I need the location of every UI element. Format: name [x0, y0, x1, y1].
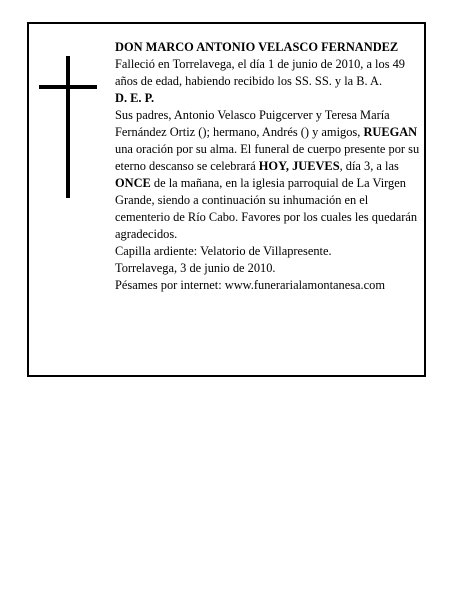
funeral-day: HOY, JUEVES: [258, 159, 340, 173]
rip-line: D. E. P.: [115, 91, 155, 105]
cross-vertical-bar: [66, 56, 70, 198]
prayer-text: una oración por su alma. El funeral de cuerpo presente por su eterno descanso se celebrará: [115, 142, 420, 173]
latin-cross-icon: [39, 56, 97, 198]
death-statement: Falleció en Torrelavega, el día 1 de junio de 2010, a los 49 años de edad, habiendo recibido los SS. SS. y la B. A.: [115, 57, 405, 88]
family-intro: Sus padres, Antonio Velasco Puigcerver y Teresa María Fernández Ortiz (); hermano, Andrés () y amigos,: [115, 108, 390, 139]
chapel-line: Capilla ardiente: Velatorio de Villapresente.: [115, 244, 332, 258]
deceased-name: DON MARCO ANTONIO VELASCO FERNANDEZ: [115, 40, 399, 54]
funeral-details: de la mañana, en la iglesia parroquial de La Virgen Grande, siendo a continuación su inhumación en el cementerio de Río Cabo. Favores por los cuales les quedarán agradecidos.: [115, 176, 418, 241]
ruegan-word: RUEGAN: [363, 125, 418, 139]
family-paragraph: [115, 107, 425, 243]
cross-horizontal-bar: [39, 85, 97, 89]
notice-body: [115, 39, 425, 294]
place-date-line: Torrelavega, 3 de junio de 2010.: [115, 261, 276, 275]
day-detail: , día 3, a las: [339, 159, 399, 173]
funeral-hour: ONCE: [115, 176, 151, 190]
obituary-notice: [27, 22, 426, 377]
condolences-line: Pésames por internet: www.funerarialamontanesa.com: [115, 278, 385, 292]
